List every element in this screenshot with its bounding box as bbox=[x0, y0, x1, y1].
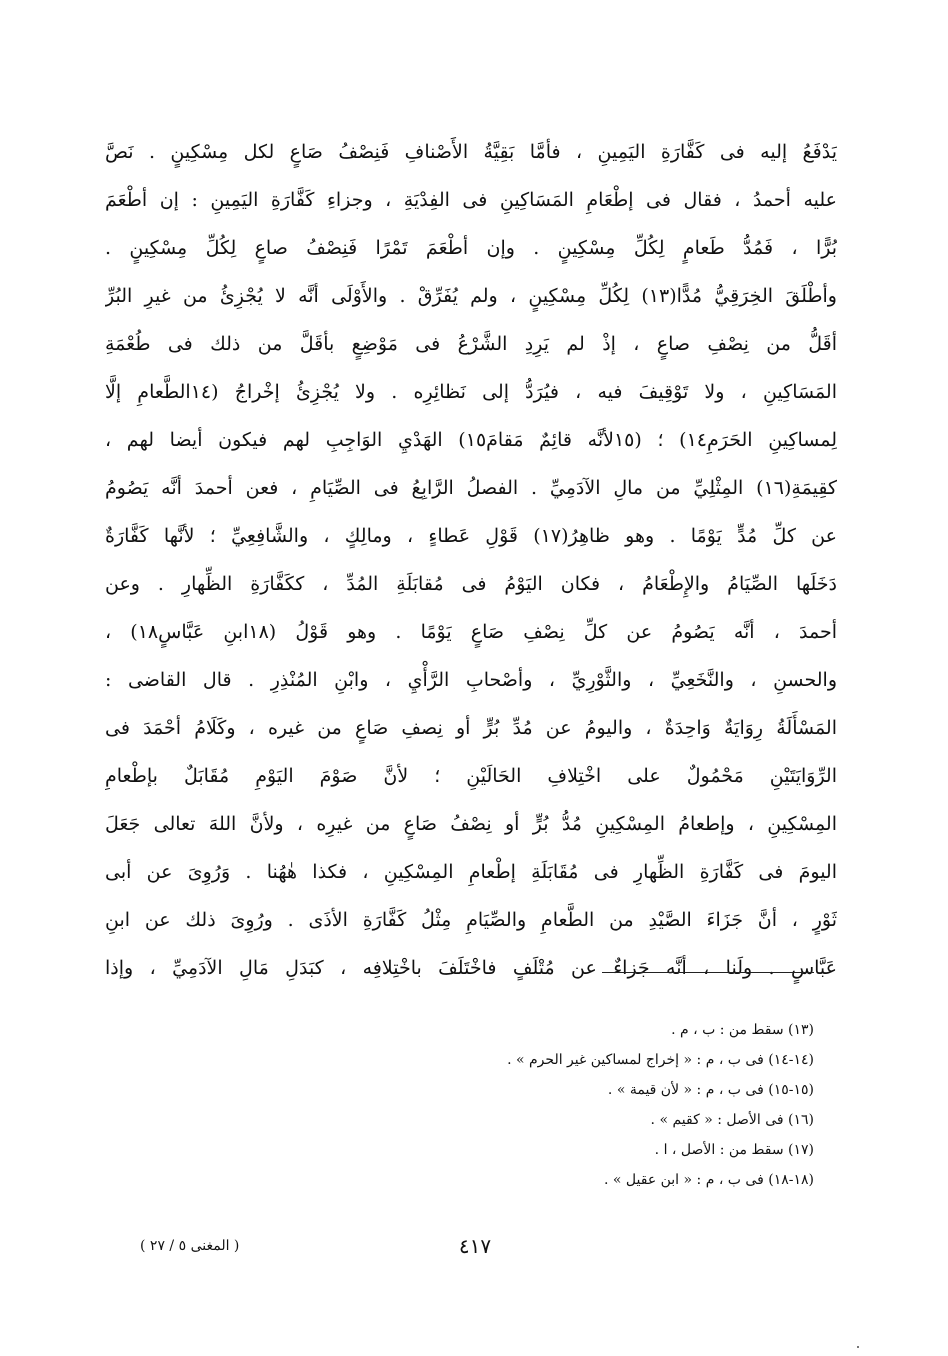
footnotes bbox=[300, 1015, 814, 1195]
text-line-8: كقِيمَةِ(١٦) المِثْلِيِّ من مالِ الآدَمِيِّ . الفصلُ الرَّابِعُ فى الصِّيَامِ ، فعن أحمدَ أنَّه يَصُومُ bbox=[105, 477, 837, 499]
footnote-16: (١٦) فى الأصل : « كقيم » . bbox=[650, 1112, 814, 1128]
text-line-18: عَبَّاسٍ . ولَنا ، أنَّه جَزاءٌ عن مُتْلَفٍ فاخْتَلَفَ باخْتِلافِه ، كبَدَلِ مَالِ الآدَمِيِّ ، وإذا bbox=[105, 957, 837, 979]
text-line-13: المَسْأَلَةُ رِوَايَةٌ وَاحِدَةٌ ، واليومُ عن مُدِّ بُرٍّ أو نِصفِ صَاعٍ من غيره ، وكَلَامُ أحْمَدَ فى bbox=[105, 717, 837, 739]
text-line-1: يَدْفَعُ إليه فى كَفَّارَةِ اليَمِينِ ، فأمَّا بَقِيَّةُ الأَصْنافِ فَنِصْفُ صَاعٍ لكل مِسْكِينٍ . نَصَّ bbox=[105, 141, 837, 163]
text-line-15: المِسْكِينِ ، وإطعامُ المِسْكِينِ مُدُّ بُرٍّ أو نِصْفُ صَاعٍ من غيرِه ، ولأنَّ اللهَ تعالى جَعَلَ bbox=[105, 813, 837, 835]
text-line-4: وأطْلَقَ الخِرَقِيُّ مُدًّا(١٣) لِكُلِّ مِسْكِينٍ ، ولم يُفَرِّقْ . والأَوْلَى أنَّه لا يُجْزِئُ من غيرِ البُرِّ bbox=[105, 285, 837, 307]
text-line-14: الرِّوَايَتَيْنِ مَحْمُولٌ على اخْتِلافِ الحَالَيْنِ ؛ لأنَّ صَوْمَ اليَوْمِ مُقَابَلٌ بإطْعامِ bbox=[105, 765, 837, 787]
footnote-15: (١٥-١٥) فى ب ، م : « لأن قيمة » . bbox=[607, 1082, 814, 1098]
text-line-11: أحمدَ ، أنَّه يَصُومُ عن كلِّ نِصْفِ صَاعٍ يَوْمًا . وهو قَوْلُ (١٨ابنِ عَبَّاسٍ١٨) ، bbox=[105, 621, 837, 643]
scan-speck bbox=[857, 1346, 859, 1348]
text-line-12: والحسنِ ، والنَّخَعِيِّ ، والثَّوْرِيِّ ، وأصْحابِ الرَّأْيِ ، وابْنِ المُنْذِرِ . قال القاضى : bbox=[105, 669, 837, 691]
footnote-18: (١٨-١٨) فى ب ، م : « ابن عقيل » . bbox=[604, 1172, 814, 1188]
text-line-7: لِمساكِينِ الحَرَمِ١٤) ؛ (١٥لأنَّه قائِمٌ مَقامَ١٥) الهَدْيِ الوَاجِبِ لهم فيكون أيضا لهم ، bbox=[105, 429, 837, 451]
footnote-separator bbox=[602, 972, 814, 973]
text-line-17: ثَوْرٍ ، أنَّ جَزَاءَ الصَّيْدِ من الطَّعامِ والصِّيَامِ مِثْلُ كَفَّارَةِ الأذَى . ورُوِىَ ذلك عن ابنِ bbox=[105, 909, 837, 931]
text-line-6: المَسَاكِينِ ، ولا تَوْقِيفَ فيه ، فيُرَدُّ إلى نَظائِرِه . ولا يُجْزِئُ إخْراجُ (١٤الطَّعامِ إلَّا bbox=[105, 381, 837, 403]
footnote-17: (١٧) سقط من : الأصل ، ا . bbox=[654, 1142, 814, 1158]
text-line-3: بُرًّا ، فَمُدُّ طَعامٍ لِكُلِّ مِسْكِينٍ . وإن أطْعَمَ تَمْرًا فَنِصْفُ صاعٍ لِكُلِّ مِسْكِينٍ . bbox=[105, 237, 837, 259]
page-number: ٤١٧ bbox=[458, 1234, 492, 1258]
text-line-2: عليه أحمدُ ، فقال فى إطْعَامِ المَسَاكِينِ فى الفِدْيَةِ ، وجزاءِ كَفَّارَةِ اليَمِينِ : إن أطْعَمَ bbox=[105, 189, 837, 211]
main-text-block bbox=[105, 128, 837, 992]
footnote-14: (١٤-١٤) فى ب ، م : « إخراج لمساكين غير الحرم » . bbox=[507, 1052, 814, 1068]
text-line-9: عن كلِّ مُدٍّ يَوْمًا . وهو ظاهِرُ(١٧) قَوْلِ عَطاءٍ ، ومالِكٍ ، والشَّافِعِيِّ ؛ لأنَّها كَفَّارَةٌ bbox=[105, 525, 837, 547]
text-line-16: اليومَ فى كَفَّارَةِ الظِّهارِ فى مُقَابَلَةِ إطْعامِ المِسْكِينِ ، فكذا هٰهُنا . وَرُوِىَ عن أبى bbox=[105, 861, 837, 883]
text-line-5: أقَلُّ من نِصْفِ صاعٍ ، إذْ لم يَرِدِ الشَّرْعُ فى مَوْضِعٍ بأقَلَّ من ذلك فى طُعْمَةِ bbox=[105, 333, 837, 355]
text-line-10: دَخَلَها الصِّيَامُ والإِطْعَامُ ، فكان اليَوْمُ فى مُقابَلَةِ المُدِّ ، ككَفَّارَةِ الظِّهارِ . وعن bbox=[105, 573, 837, 595]
footnote-13: (١٣) سقط من : ب ، م . bbox=[671, 1022, 814, 1038]
signature-mark: ( المغنى ٥ / ٢٧ ) bbox=[140, 1238, 240, 1254]
